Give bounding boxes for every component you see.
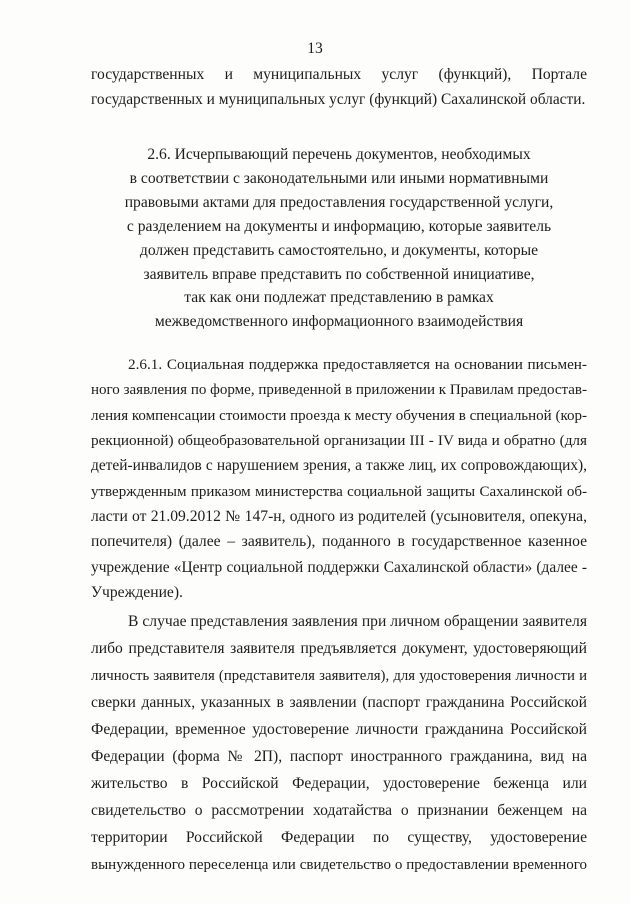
paragraph-line: Федерации (форма № 2П), паспорт иностранного гражданина, вид на [91, 748, 587, 765]
paragraph-line: территории Российской Федерации по существу, удостоверение [91, 829, 587, 846]
paragraph-line: либо представителя заявителя предъявляется документ, удостоверяющий [91, 640, 587, 657]
paragraph-line: сверки данных, указанных в заявлении (паспорт гражданина Российской [91, 694, 587, 711]
paragraph-line: ления компенсации стоимости проезда к месту обучения в специальной (кор- [91, 408, 587, 424]
paragraph-line: свидетельство о рассмотрении ходатайства о признании беженцем на [91, 802, 587, 819]
section-heading-line: межведомственного информационного взаимодействия [154, 313, 524, 330]
paragraph-line: жительство в Российской Федерации, удостоверение беженца или [91, 775, 587, 792]
paragraph-line: Учреждение). [91, 584, 183, 601]
section-heading-line: 2.6. Исчерпывающий перечень документов, необходимых [147, 146, 531, 163]
intro-line: государственных и муниципальных услуг (функций), Портале [91, 66, 587, 83]
paragraph-line: 2.6.1. Социальная поддержка предоставляется на основании письмен- [128, 356, 587, 373]
paragraph-line: ласти от 21.09.2012 № 147-н, одного из родителей (усыновителя, опекуна, [91, 508, 587, 525]
section-heading-line: так как они подлежат представлению в рамках [184, 289, 494, 306]
intro-line: государственных и муниципальных услуг (функций) Сахалинской области. [91, 91, 586, 108]
section-heading-line: с разделением на документы и информацию, которые заявитель [126, 218, 552, 235]
section-heading-line: в соответствии с законодательными или иными нормативными [129, 170, 549, 187]
paragraph-line: Федерации, временное удостоверение личности гражданина Российской [91, 721, 587, 738]
paragraph-line: вынужденного переселенца или свидетельство о предоставлении временного [91, 857, 587, 873]
paragraph-line: попечителя) (далее – заявитель), поданного в государственное казенное [91, 533, 587, 550]
paragraph-line: В случае представления заявления при личном обращении заявителя [128, 613, 587, 630]
section-heading-line: заявитель вправе представить по собственной инициативе, [143, 266, 535, 283]
paragraph-line: детей-инвалидов с нарушением зрения, а также лиц, их сопровождающих), [91, 457, 587, 474]
section-heading-line: должен представить самостоятельно, и документы, которые [139, 242, 539, 259]
page-number: 13 [307, 40, 323, 57]
paragraph-line: ного заявления по форме, приведенной в приложении к Правилам предостав- [91, 382, 587, 398]
paragraph-line: утвержденным приказом министерства социальной защиты Сахалинской об- [91, 484, 587, 500]
paragraph-line: личность заявителя (представителя заявителя), для удостоверения личности и [91, 668, 587, 684]
paragraph-line: учреждение «Центр социальной поддержки Сахалинской области» (далее - [91, 559, 587, 576]
section-heading-line: правовыми актами для предоставления государственной услуги, [124, 194, 554, 211]
paragraph-line: рекционной) общеобразовательной организации III - IV вида и обратно (для [91, 432, 587, 449]
